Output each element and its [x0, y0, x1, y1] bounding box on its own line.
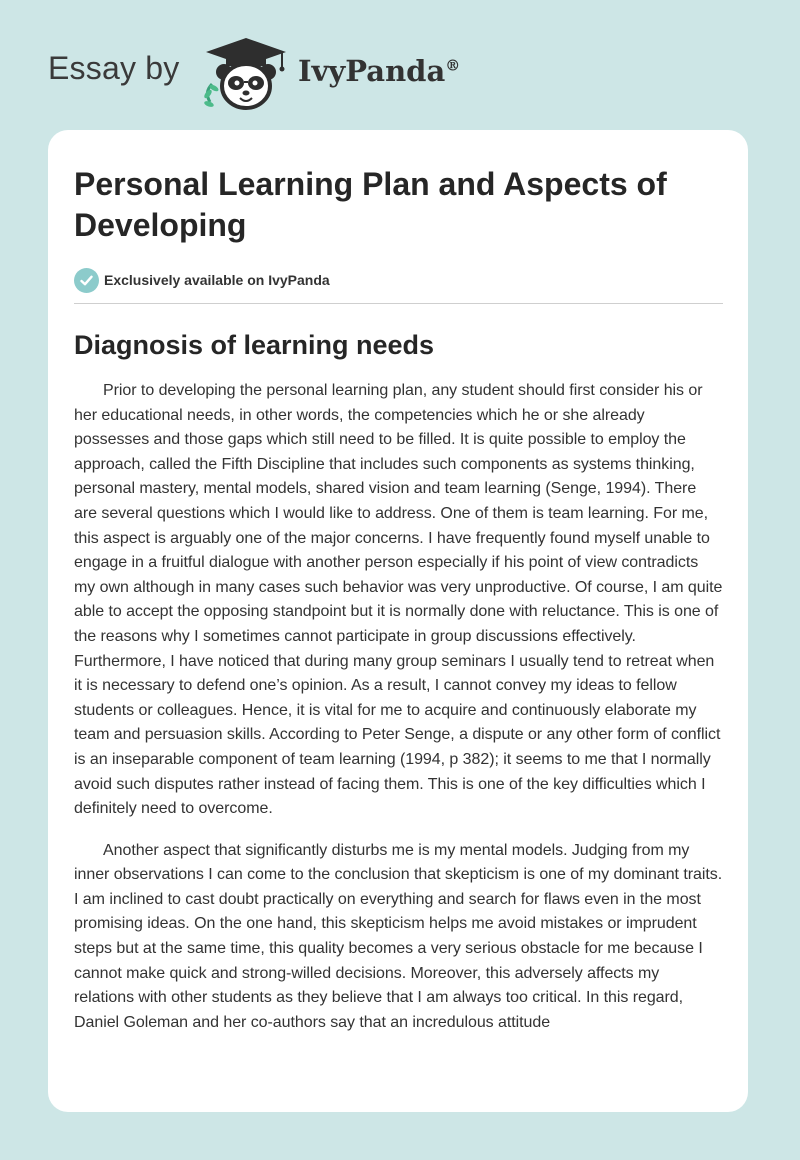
essay-card	[48, 130, 748, 1112]
exclusive-badge	[74, 267, 723, 293]
section-heading: Diagnosis of learning needs	[74, 330, 435, 360]
paragraph-2: Another aspect that significantly disturbs me is my mental models. Judging from my inner observations I can come to the conclusion that skepticism is one of my dominant traits. I am inclined to cast doubt practically on everything and search for flaws even in the most promising ideas. On the one hand, this skepticism helps me avoid mistakes or imprudent steps but at the same time, this quality becomes a very serious obstacle for me because I cannot make quick and strong-willed decisions. Moreover, this adversely affects my relations with other students as they believe that I am always too critical. In this regard, Daniel Goleman and her co-authors say that an incredulous attitude	[74, 841, 723, 1031]
title-divider	[74, 303, 723, 304]
check-circle-icon	[74, 268, 99, 293]
paragraph-1: Prior to developing the personal learning plan, any student should first consider his or her educational needs, in other words, the competencies which he or she already possesses and those gaps which still need to be filled. It is quite possible to employ the approach, called the Fifth Discipline that includes such components as systems thinking, personal mastery, mental models, shared vision and team learning (Senge, 1994). There are several questions which I would like to address. One of them is team learning. For me, this aspect is arguably one of the major concerns. I have frequently found myself unable to engage in a fruitful dialogue with another person especially if his point of view contradicts my own although in many cases such behavior was very unproductive. Of course, I am quite able to accept the opposing standpoint but it is normally done with reluctance. This is one of the reasons why I sometimes cannot participate in group discussions effectively. Furthermore, I have noticed that during many group seminars I usually tend to retreat when it is necessary to defend one’s opinion. As a result, I cannot convey my ideas to fellow students or colleagues. Hence, it is vital for me to acquire and continuously elaborate my team and persuasion skills. According to Peter Senge, a dispute or any other form of conflict is an inseparable component of team learning (1994, p 382); it seems to me that I normally avoid such disputes rather instead of facing them. This is one of the key difficulties which I definitely need to overcome.	[74, 382, 723, 818]
brand-name[interactable]	[298, 54, 460, 88]
essay-content	[74, 164, 723, 1035]
essay-by-label: Essay by	[48, 50, 180, 86]
brand-name-text: IvyPanda	[298, 54, 446, 88]
essay-title: Personal Learning Plan and Aspects of Developing	[74, 166, 667, 243]
panda-graduate-logo[interactable]	[202, 36, 290, 112]
exclusive-badge-text: Exclusively available on IvyPanda	[104, 272, 330, 288]
registered-mark: ®	[445, 56, 461, 75]
site-header	[48, 30, 508, 110]
